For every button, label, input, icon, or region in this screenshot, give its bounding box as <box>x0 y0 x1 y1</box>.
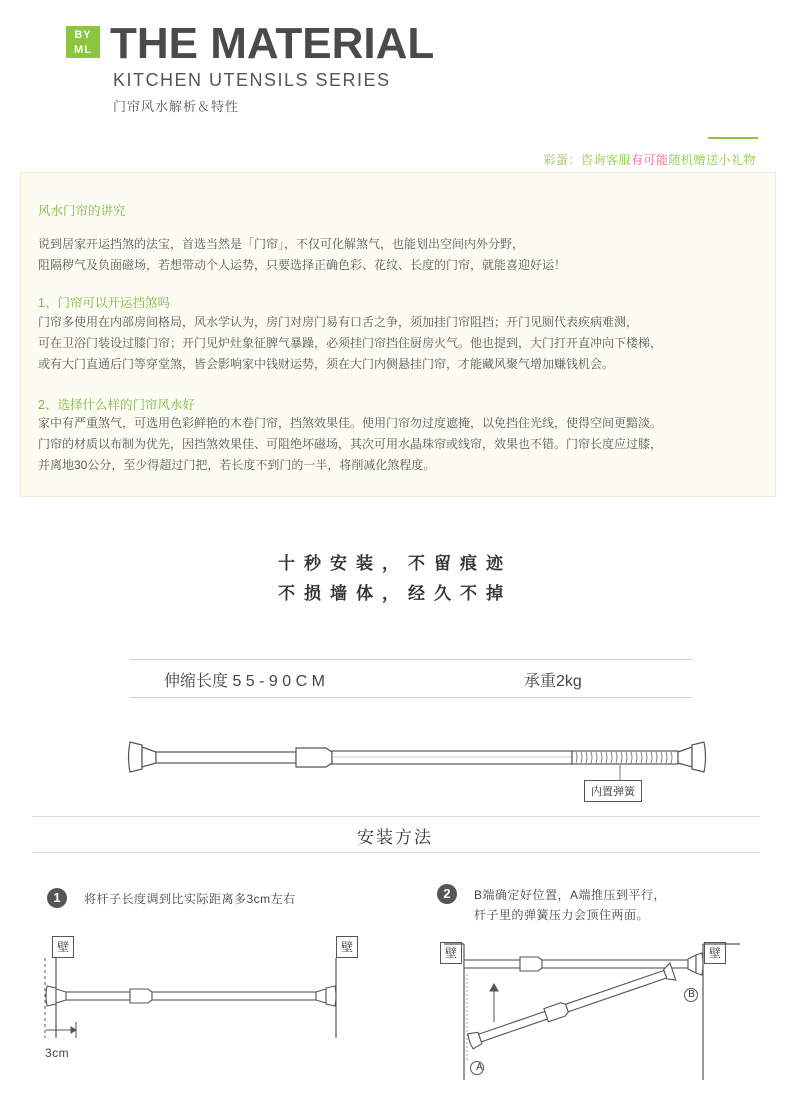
page-title: THE MATERIAL <box>110 19 435 68</box>
section-1-line-1: 门帘多使用在内部房间格局，风水学认为，房门对房门易有口舌之争，须加挂门帘阻挡；开门见厕代表疾病难测， <box>38 315 639 329</box>
step-1-left-wall-label: 壁 <box>52 936 74 958</box>
spec-length: 伸缩长度 5 5 - 9 0 C M <box>164 673 325 690</box>
install-top-rule <box>32 816 760 817</box>
promo-part-1: 彩蛋：咨询客服 <box>543 153 631 167</box>
section-2-heading: 2、选择什么样的门帘风水好 <box>38 398 195 412</box>
section-2-line-1: 家中有严重煞气，可选用色彩鲜艳的木卷门帘，挡煞效果佳。使用门帘勿过度遮掩，以免挡住光线，使得空间更黯淡。 <box>38 416 663 430</box>
brand-logo <box>66 26 100 58</box>
slogan-line-2: 不损墙体，经久不掉 <box>278 584 512 603</box>
tension-rod-illustration <box>120 735 710 785</box>
step-1-diagram <box>40 958 360 1048</box>
step-2-number: 2 <box>437 884 457 904</box>
intro-line-1: 说到居家开运挡煞的法宝，首选当然是「门帘」，不仅可化解煞气，也能划出空间内外分野， <box>38 237 525 251</box>
step-2-line-2: 杆子里的弹簧压力会顶住两面。 <box>474 908 650 922</box>
step-1-text: 将杆子长度调到比实际距离多3cm左右 <box>84 892 296 906</box>
promo-part-3: 随机赠送小礼物 <box>668 153 756 167</box>
logo-line-1: BY <box>74 29 92 41</box>
install-title: 安装方法 <box>357 828 433 847</box>
section-1-line-2: 可在卫浴门装设过膝门帘；开门见炉灶象征脾气暴躁，必须挂门帘挡住厨房火气。他也提到，大门打开直冲向下楼梯， <box>38 336 663 350</box>
step-1-right-wall-label: 壁 <box>336 936 358 958</box>
slogan-line-1: 十秒安装，不留痕迹 <box>278 554 512 573</box>
section-2-line-3: 并离地30公分，至少得超过门把，若长度不到门的一半，将削减化煞程度。 <box>38 458 436 472</box>
promo-text <box>543 151 756 168</box>
section-1-heading: 1、门帘可以开运挡煞吗 <box>38 296 170 310</box>
logo-line-2: ML <box>74 44 92 56</box>
feng-shui-heading: 风水门帘的讲究 <box>38 204 126 218</box>
step-1-measure-label: 3cm <box>45 1046 70 1060</box>
spec-bottom-rule <box>130 697 692 698</box>
page-subtitle: KITCHEN UTENSILS SERIES <box>113 70 391 90</box>
promo-part-2: 有可能 <box>630 153 669 167</box>
end-b-label: B <box>688 989 695 1000</box>
end-a-label: A <box>476 1062 483 1073</box>
spring-label: 内置弹簧 <box>584 780 642 802</box>
accent-divider <box>708 137 758 139</box>
step-2-line-1: B端确定好位置，A端推压到平行， <box>474 888 667 902</box>
section-1-line-3: 或有大门直通后门等穿堂煞，皆会影响家中钱财运势，须在大门内侧悬挂门帘，才能藏风聚气增加赚钱机会。 <box>38 357 615 371</box>
install-bottom-rule <box>32 852 760 853</box>
section-2-line-2: 门帘的材质以布制为优先，因挡煞效果佳、可阻绝坏磁场，其次可用水晶珠帘或线帘，效果也不错。门帘长度应过膝， <box>38 437 663 451</box>
chinese-subtitle: 门帘风水解析＆特性 <box>113 99 240 114</box>
step-2-left-wall-label: 壁 <box>440 942 462 964</box>
step-1-number: 1 <box>47 888 67 908</box>
feng-shui-card <box>20 172 776 497</box>
spec-load: 承重2kg <box>524 673 582 690</box>
spec-top-rule <box>130 659 692 660</box>
intro-line-2: 阻隔秽气及负面磁场，若想带动个人运势，只要选择正确色彩、花纹、长度的门帘，就能喜迎好运！ <box>38 258 567 272</box>
step-2-right-wall-label: 壁 <box>704 942 726 964</box>
step-2-diagram <box>440 940 750 1090</box>
